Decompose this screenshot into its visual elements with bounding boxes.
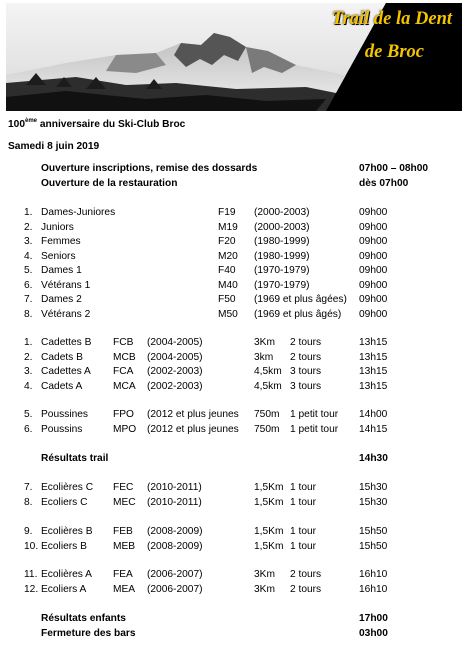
race-category: F20 [218, 236, 236, 247]
race-name: Dames-Juniores [41, 207, 116, 218]
race-name: Cadettes B [41, 337, 92, 348]
race-category: M19 [218, 221, 238, 233]
race-category: F50 [218, 294, 236, 305]
race-time: 09h00 [359, 308, 388, 320]
race-number: 6. [24, 423, 33, 435]
race-code: MEC [113, 496, 136, 508]
race-name: Ecoliers C [41, 496, 88, 508]
banner-title-line1: Trail de la Dent [331, 9, 452, 29]
race-years: (2012 et plus jeunes [147, 423, 239, 435]
race-name: Ecolières C [41, 482, 94, 493]
opening-label: Ouverture de la restauration [41, 177, 178, 189]
race-code: MPO [113, 423, 137, 435]
closing-label: Fermeture des bars [41, 627, 136, 639]
race-number: 3. [24, 366, 33, 377]
race-years: (1969 et plus âgés) [254, 308, 342, 320]
race-years: (1970-1979) [254, 265, 310, 276]
race-years: (1969 et plus âgées) [254, 294, 347, 305]
race-time: 15h30 [359, 496, 388, 508]
race-distance: 1,5Km [254, 496, 284, 508]
race-distance: 1,5Km [254, 482, 284, 493]
race-number: 5. [24, 409, 33, 420]
race-name: Ecoliers B [41, 540, 87, 552]
race-number: 4. [24, 380, 33, 392]
race-category: M50 [218, 308, 238, 320]
race-number: 10. [24, 540, 39, 552]
race-number: 1. [24, 337, 33, 348]
race-laps: 2 tours [290, 569, 322, 580]
race-number: 12. [24, 583, 39, 595]
race-code: FEC [113, 482, 134, 493]
race-name: Dames 2 [41, 294, 82, 305]
race-time: 15h50 [359, 526, 388, 537]
race-number: 2. [24, 221, 33, 233]
race-years: (2006-2007) [147, 583, 203, 595]
race-time: 13h15 [359, 337, 388, 348]
race-number: 5. [24, 265, 33, 276]
race-laps: 1 petit tour [290, 409, 339, 420]
race-category: M40 [218, 279, 238, 291]
race-time: 09h00 [359, 207, 388, 218]
race-distance: 3km [254, 351, 274, 363]
race-name: Poussins [41, 423, 83, 435]
race-number: 7. [24, 482, 33, 493]
race-code: MCB [113, 351, 136, 363]
race-distance: 3Km [254, 337, 275, 348]
race-name: Cadets A [41, 380, 83, 392]
race-number: 9. [24, 526, 33, 537]
race-years: (2010-2011) [147, 496, 202, 508]
race-code: MCA [113, 380, 136, 392]
race-years: (2002-2003) [147, 380, 203, 392]
closing-time: 03h00 [359, 627, 388, 639]
closing-label: Résultats enfants [41, 613, 126, 624]
race-name: Seniors [41, 250, 76, 262]
race-distance: 750m [254, 409, 280, 420]
race-code: MEA [113, 583, 136, 595]
race-code: FPO [113, 409, 134, 420]
race-name: Vétérans 2 [41, 308, 91, 320]
race-category: F40 [218, 265, 236, 276]
race-laps: 1 tour [290, 482, 317, 493]
race-name: Dames 1 [41, 265, 82, 276]
race-years: (2000-2003) [254, 221, 310, 233]
race-number: 7. [24, 294, 33, 305]
opening-time: 07h00 – 08h00 [359, 163, 429, 174]
race-laps: 2 tours [290, 337, 322, 348]
race-number: 3. [24, 236, 33, 247]
race-name: Ecolières A [41, 569, 92, 580]
race-distance: 4,5km [254, 366, 282, 377]
race-years: (1970-1979) [254, 279, 310, 291]
anniversary-line [8, 119, 185, 130]
race-name: Poussines [41, 409, 89, 420]
race-laps: 1 tour [290, 496, 317, 508]
race-name: Ecoliers A [41, 583, 87, 595]
header-banner [6, 3, 462, 111]
race-years: (2002-2003) [147, 366, 203, 377]
race-years: (2008-2009) [147, 526, 203, 537]
race-code: FCB [113, 337, 134, 348]
race-years: (2004-2005) [147, 351, 203, 363]
race-years: (1980-1999) [254, 236, 310, 247]
race-years: (2000-2003) [254, 207, 310, 218]
race-time: 09h00 [359, 236, 388, 247]
race-distance: 750m [254, 423, 280, 435]
race-time: 13h15 [359, 366, 388, 377]
results-trail-time: 14h30 [359, 453, 388, 464]
race-number: 4. [24, 250, 33, 262]
opening-label: Ouverture inscriptions, remise des dossards [41, 163, 258, 174]
opening-time: dès 07h00 [359, 177, 409, 189]
race-time: 09h00 [359, 279, 388, 291]
race-time: 09h00 [359, 265, 388, 276]
race-years: (2012 et plus jeunes [147, 409, 239, 420]
event-date: Samedi 8 juin 2019 [8, 141, 100, 152]
results-trail-label: Résultats trail [41, 453, 109, 464]
race-name: Cadettes A [41, 366, 91, 377]
race-distance: 3Km [254, 583, 275, 595]
race-code: FEB [113, 526, 133, 537]
race-name: Cadets B [41, 351, 83, 363]
race-laps: 1 tour [290, 526, 317, 537]
race-laps: 3 tours [290, 380, 322, 392]
race-years: (2008-2009) [147, 540, 203, 552]
closing-time: 17h00 [359, 613, 388, 624]
race-laps: 3 tours [290, 366, 322, 377]
race-number: 8. [24, 496, 33, 508]
anniversary-text: anniversaire du Ski-Club Broc [37, 119, 186, 130]
anniversary-number: 100 [8, 119, 25, 130]
race-years: (2010-2011) [147, 482, 202, 493]
race-number: 6. [24, 279, 33, 291]
race-code: FCA [113, 366, 134, 377]
race-time: 13h15 [359, 351, 388, 363]
race-laps: 1 petit tour [290, 423, 339, 435]
race-time: 14h00 [359, 409, 388, 420]
race-time: 15h50 [359, 540, 388, 552]
race-name: Femmes [41, 236, 81, 247]
race-name: Ecolières B [41, 526, 93, 537]
race-time: 16h10 [359, 569, 388, 580]
race-distance: 1,5Km [254, 526, 284, 537]
race-distance: 3Km [254, 569, 275, 580]
race-distance: 1,5Km [254, 540, 284, 552]
race-time: 15h30 [359, 482, 388, 493]
banner-title-line2: de Broc [364, 42, 424, 62]
race-time: 09h00 [359, 294, 388, 305]
race-time: 16h10 [359, 583, 388, 595]
race-name: Vétérans 1 [41, 279, 91, 291]
race-time: 13h15 [359, 380, 388, 392]
race-years: (2004-2005) [147, 337, 203, 348]
race-years: (1980-1999) [254, 250, 310, 262]
race-number: 8. [24, 308, 33, 320]
anniversary-sup: ème [25, 118, 38, 124]
race-name: Juniors [41, 221, 74, 233]
race-time: 09h00 [359, 221, 388, 233]
race-category: F19 [218, 207, 236, 218]
race-laps: 2 tours [290, 351, 322, 363]
race-distance: 4,5km [254, 380, 282, 392]
race-number: 11. [24, 569, 38, 580]
race-time: 14h15 [359, 423, 388, 435]
race-number: 2. [24, 351, 33, 363]
race-laps: 2 tours [290, 583, 322, 595]
race-number: 1. [24, 207, 33, 218]
race-category: M20 [218, 250, 238, 262]
race-code: MEB [113, 540, 136, 552]
race-code: FEA [113, 569, 133, 580]
race-years: (2006-2007) [147, 569, 203, 580]
race-laps: 1 tour [290, 540, 317, 552]
race-time: 09h00 [359, 250, 388, 262]
